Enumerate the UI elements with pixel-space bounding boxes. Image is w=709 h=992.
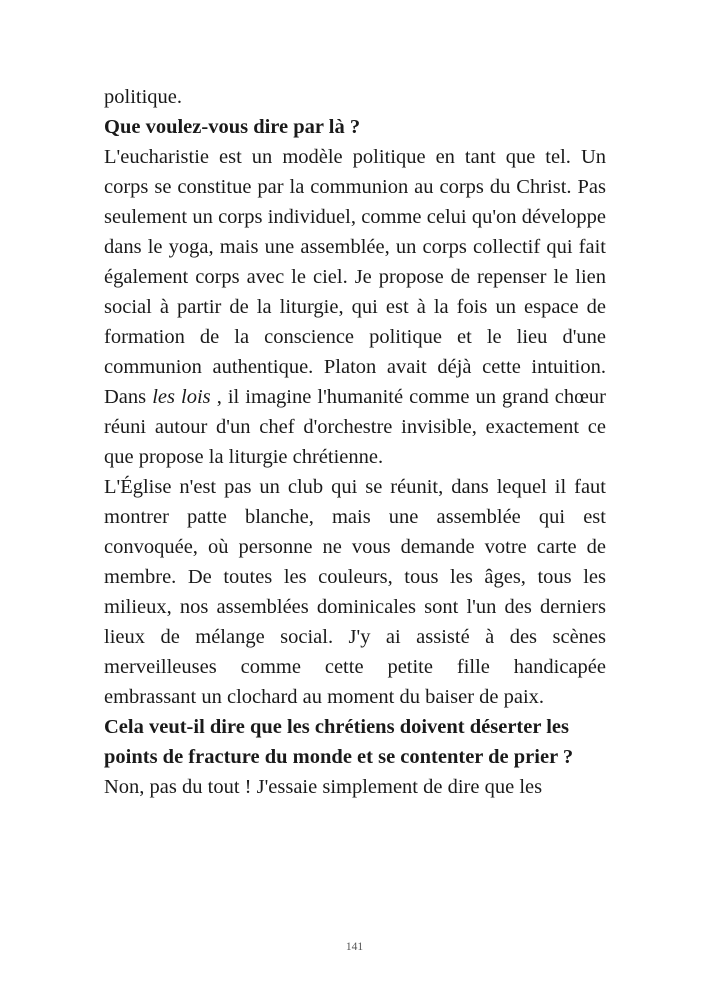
interview-question-1: Que voulez-vous dire par là ? xyxy=(104,116,361,138)
answer-paragraph-1-text-a: L'eucharistie est un modèle politique en tant que tel. Un corps se constitue par la communion au corps du Christ. Pas seulement un corps individuel, comme celui qu'on développe dans le yoga, mais une assemblée, un corps collectif qui fait également corps avec le ciel. Je propose de repenser le lien social à partir de la liturgie, qui est à la fois un espace de formation de la conscience politique et le lieu d'une communion authentique. Platon avait déjà cette intuition. Dans xyxy=(104,146,606,408)
answer-paragraph-1 xyxy=(104,142,606,472)
book-title-les-lois: les lois xyxy=(152,386,211,408)
answer-paragraph-1-text-b: , il imagine l'humanité comme un grand chœur réuni autour d'un chef d'orchestre invisible, exactement ce que propose la liturgie chrétienne. xyxy=(104,386,606,468)
answer-paragraph-2: L'Église n'est pas un club qui se réunit, dans lequel il faut montrer patte blanche, mais une assemblée qui est convoquée, où personne ne vous demande votre carte de membre. De toutes les couleurs, tous les âges, tous les milieux, nos assemblées dominicales sont l'un des derniers lieux de mélange social. J'y ai assisté à des scènes merveilleuses comme cette petite fille handicapée embrassant un clochard au moment du baiser de paix. xyxy=(104,476,606,708)
answer-paragraph-3: Non, pas du tout ! J'essaie simplement de dire que les xyxy=(104,776,543,798)
body-text xyxy=(104,82,606,802)
interview-question-2: Cela veut-il dire que les chrétiens doivent déserter les points de fracture du monde et se contenter de prier ? xyxy=(104,716,574,768)
page-number: 141 xyxy=(345,941,364,953)
paragraph-continuation: politique. xyxy=(104,86,183,108)
